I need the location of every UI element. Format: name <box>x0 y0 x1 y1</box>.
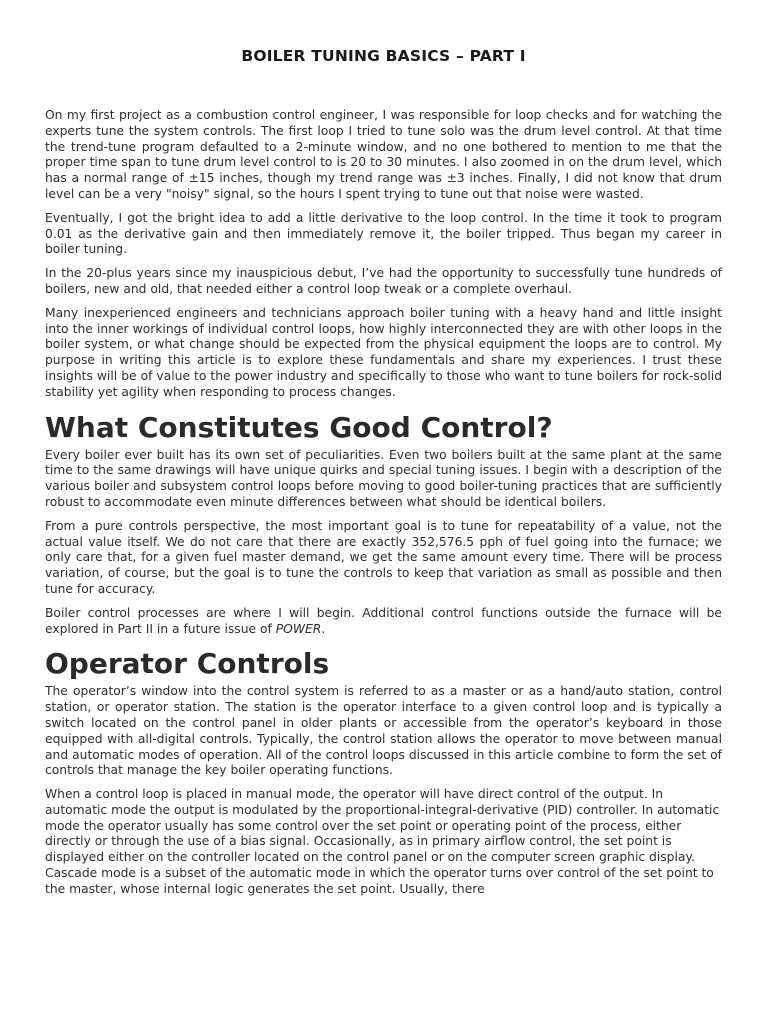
operator-controls-paragraph-2: When a control loop is placed in manual mode, the operator will have direct control of the output. In automatic mode the output is modulated by the proportional-integral-derivative (PID) controller. In automatic mode the operator usually has some control over the set point or operating point of the process, either directly or through the use of a bias signal. Occasionally, as in primary airflow control, the set point is displayed either on the controller located on the control panel or on the computer screen graphic display. Cascade mode is a subset of the automatic mode in which the operator turns over control of the set point to the master, whose internal logic generates the set point. Usually, there <box>45 787 720 896</box>
intro-paragraph-1: On my first project as a combustion control engineer, I was responsible for loop checks and for watching the experts tune the system controls. The first loop I tried to tune solo was the drum level control. At that time the trend-tune program defaulted to a 2-minute window, and no one bothered to mention to me that the proper time span to tune drum level control to is 20 to 30 minutes. I also zoomed in on the drum level, which has a normal range of ±15 inches, though my trend range was ±3 inches. Finally, I did not know that drum level can be a very "noisy" signal, so the hours I spent trying to tune out that noise were wasted. <box>45 108 722 201</box>
good-control-paragraph-2: From a pure controls perspective, the most important goal is to tune for repeatability of a value, not the actual value itself. We do not care that there are exactly 352,576.5 pph of fuel going into the furnace; we only care that, for a given fuel master demand, we get the same amount every time. There will be process variation, of course, but the goal is to tune the controls to keep that variation as small as possible and then tune for accuracy. <box>45 518 722 596</box>
section-heading-operator-controls: Operator Controls <box>45 647 330 681</box>
closing-period: . <box>321 621 326 636</box>
good-control-paragraph-3 <box>45 606 722 638</box>
document-page <box>45 0 722 906</box>
good-control-paragraph-1: Every boiler ever built has its own set of peculiarities. Even two boilers built at the same plant at the same time to the same drawings will have unique quirks and special tuning issues. I begin with a description of the various boiler and subsystem control loops before moving to good boiler-tuning practices that are sufficiently robust to accommodate even minute differences between what should be identical boilers. <box>45 447 722 509</box>
document-title: BOILER TUNING BASICS – PART I <box>241 47 526 65</box>
intro-paragraph-2: Eventually, I got the bright idea to add a little derivative to the loop control. In the time it took to program 0.01 as the derivative gain and then immediately remove it, the boiler tripped. Thus began my career in boiler tuning. <box>45 210 722 257</box>
operator-controls-paragraph-1: The operator’s window into the control system is referred to as a master or as a hand/auto station, control station, or operator station. The station is the operator interface to a given control loop and is typically a switch located on the control panel in older plants or accessible from the operator’s keyboard in those equipped with all-digital controls. Typically, the control station allows the operator to move between manual and automatic modes of operation. All of the control loops discussed in this article combine to form the set of controls that manage the key boiler operating functions. <box>45 684 722 778</box>
publication-name: POWER <box>275 621 322 636</box>
intro-paragraph-3: In the 20-plus years since my inauspicious debut, I’ve had the opportunity to successfully tune hundreds of boilers, new and old, that needed either a control loop tweak or a complete overhaul. <box>45 266 722 296</box>
section-heading-good-control: What Constitutes Good Control? <box>45 410 553 444</box>
closing-text: Boiler control processes are where I will begin. Additional control functions outside the furnace will be explored in Part II in a future issue of <box>45 605 722 636</box>
intro-paragraph-4: Many inexperienced engineers and technicians approach boiler tuning with a heavy hand and little insight into the inner workings of individual control loops, how highly interconnected they are with other loops in the boiler system, or what change should be expected from the physical equipment the loops are to control. My purpose in writing this article is to explore these fundamentals and share my experiences. I trust these insights will be of value to the power industry and specifically to those who want to tune boilers for rock-solid stability yet agility when responding to process changes. <box>45 305 722 399</box>
